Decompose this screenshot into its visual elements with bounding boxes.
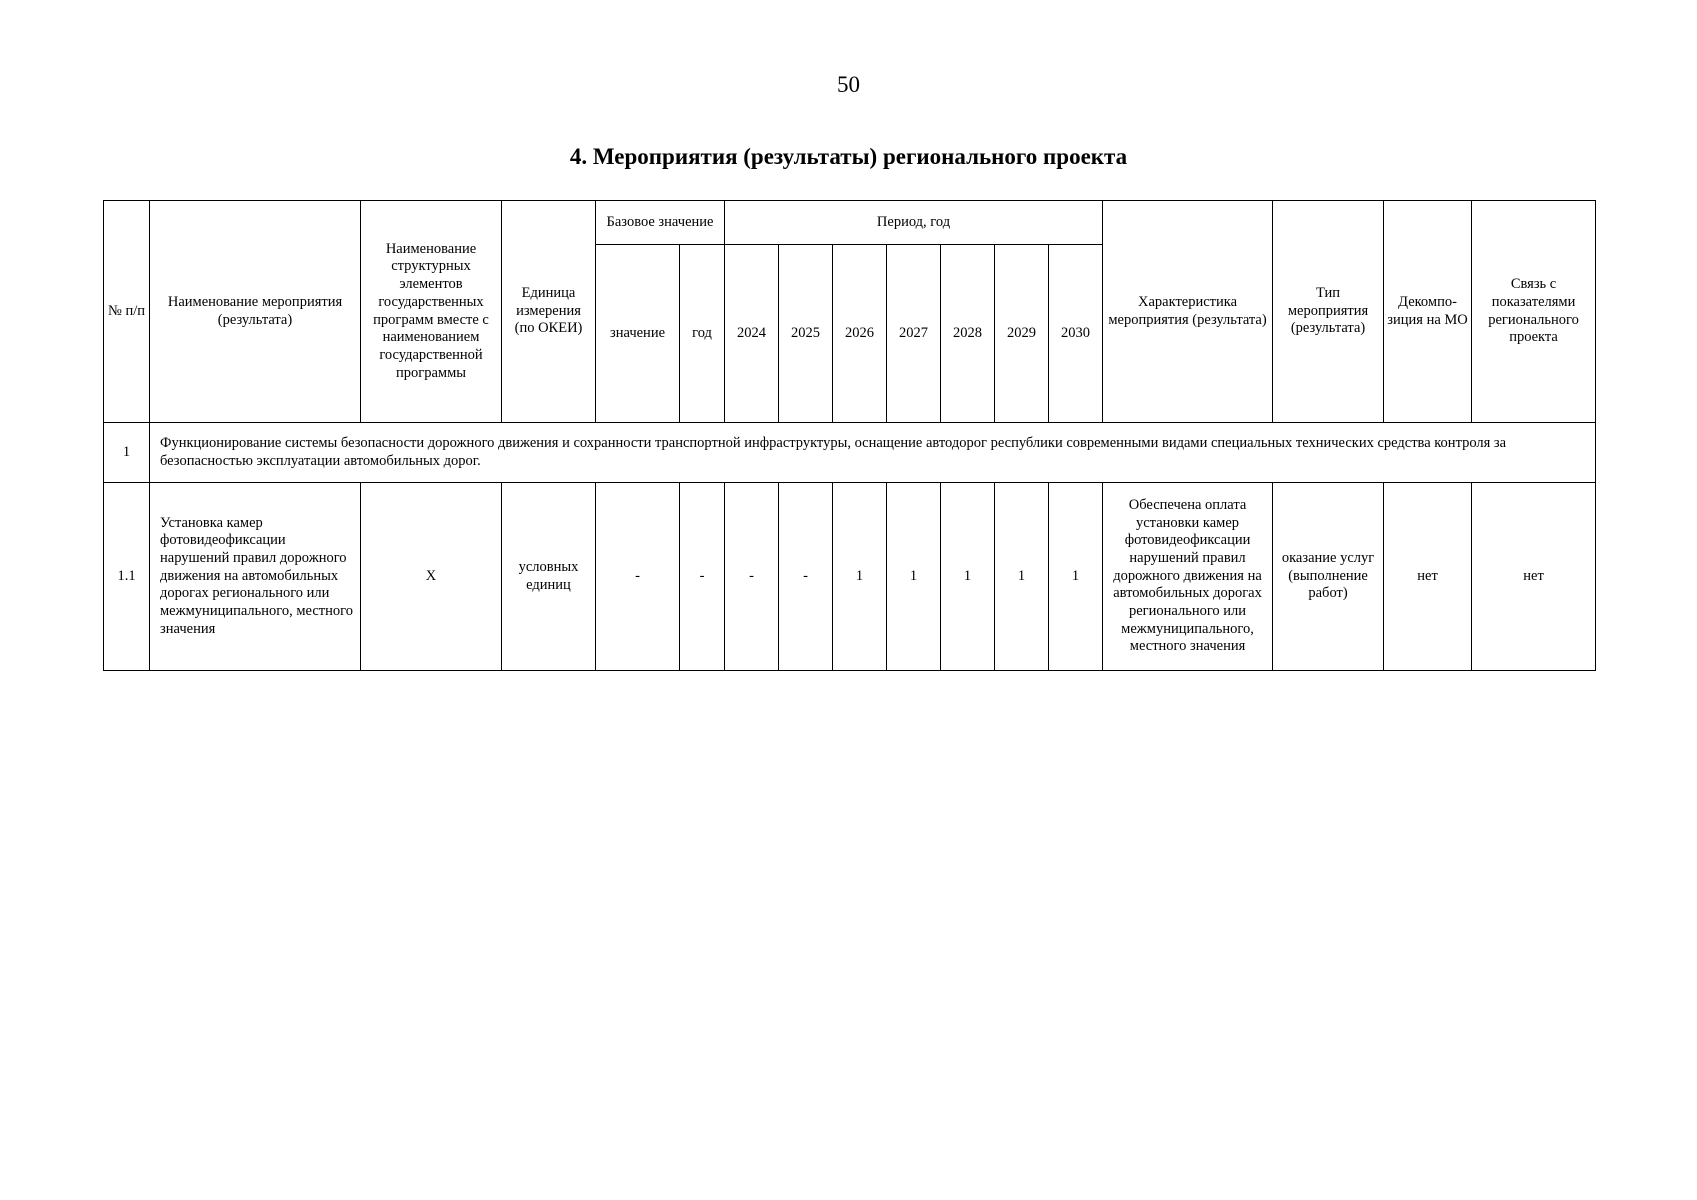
header-characteristic: Характеристика мероприятия (результата) <box>1103 201 1273 423</box>
header-name: Наименование мероприятия (результата) <box>150 201 361 423</box>
item-num: 1.1 <box>104 483 150 671</box>
item-decomposition: нет <box>1384 483 1472 671</box>
header-base-value: Базовое значение <box>596 201 725 245</box>
item-type: оказание услуг (выполнение работ) <box>1273 483 1384 671</box>
header-num: № п/п <box>104 201 150 423</box>
item-characteristic: Обеспечена оплата установки камер фотовидеофиксации нарушений правил дорожного движения на автомобильных дорогах регионального или межмуниципального, местного значения <box>1103 483 1273 671</box>
header-row-top <box>104 201 1596 245</box>
item-year-2030: 1 <box>1049 483 1103 671</box>
header-year-2029: 2029 <box>995 245 1049 423</box>
activities-table <box>103 200 1596 671</box>
item-year-2029: 1 <box>995 483 1049 671</box>
item-year-2024: - <box>725 483 779 671</box>
header-year-2025: 2025 <box>779 245 833 423</box>
header-type: Тип мероприятия (результата) <box>1273 201 1384 423</box>
header-year-2030: 2030 <box>1049 245 1103 423</box>
header-unit: Единица измерения (по ОКЕИ) <box>502 201 596 423</box>
section-title: 4. Мероприятия (результаты) регионального проекта <box>569 144 1128 169</box>
header-link: Связь с показателями регионального проекта <box>1472 201 1596 423</box>
table-row <box>104 483 1596 671</box>
item-structural: X <box>361 483 502 671</box>
header-year-2026: 2026 <box>833 245 887 423</box>
page-number: 50 <box>837 72 860 97</box>
item-year-2025: - <box>779 483 833 671</box>
header-year-2028: 2028 <box>941 245 995 423</box>
section-text: Функционирование системы безопасности дорожного движения и сохранности транспортной инфраструктуры, оснащение автодорог республики современными видами специальных технических средства контроля за безопасностью эксплуатации автомобильных дорог. <box>150 423 1596 483</box>
header-decomposition: Декомпо-зиция на МО <box>1384 201 1472 423</box>
header-year-2027: 2027 <box>887 245 941 423</box>
header-base-value-value: значение <box>596 245 680 423</box>
header-structural: Наименование структурных элементов государственных программ вместе с наименованием государственной программы <box>361 201 502 423</box>
item-year-2028: 1 <box>941 483 995 671</box>
item-year-2027: 1 <box>887 483 941 671</box>
item-link: нет <box>1472 483 1596 671</box>
header-base-value-year: год <box>680 245 725 423</box>
section-num: 1 <box>104 423 150 483</box>
item-name: Установка камер фотовидеофиксации нарушений правил дорожного движения на автомобильных дорогах регионального или межмуниципального, местного значения <box>150 483 361 671</box>
item-year-2026: 1 <box>833 483 887 671</box>
item-base-year: - <box>680 483 725 671</box>
item-unit: условных единиц <box>502 483 596 671</box>
header-period: Период, год <box>725 201 1103 245</box>
section-row <box>104 423 1596 483</box>
header-year-2024: 2024 <box>725 245 779 423</box>
item-base-value: - <box>596 483 680 671</box>
